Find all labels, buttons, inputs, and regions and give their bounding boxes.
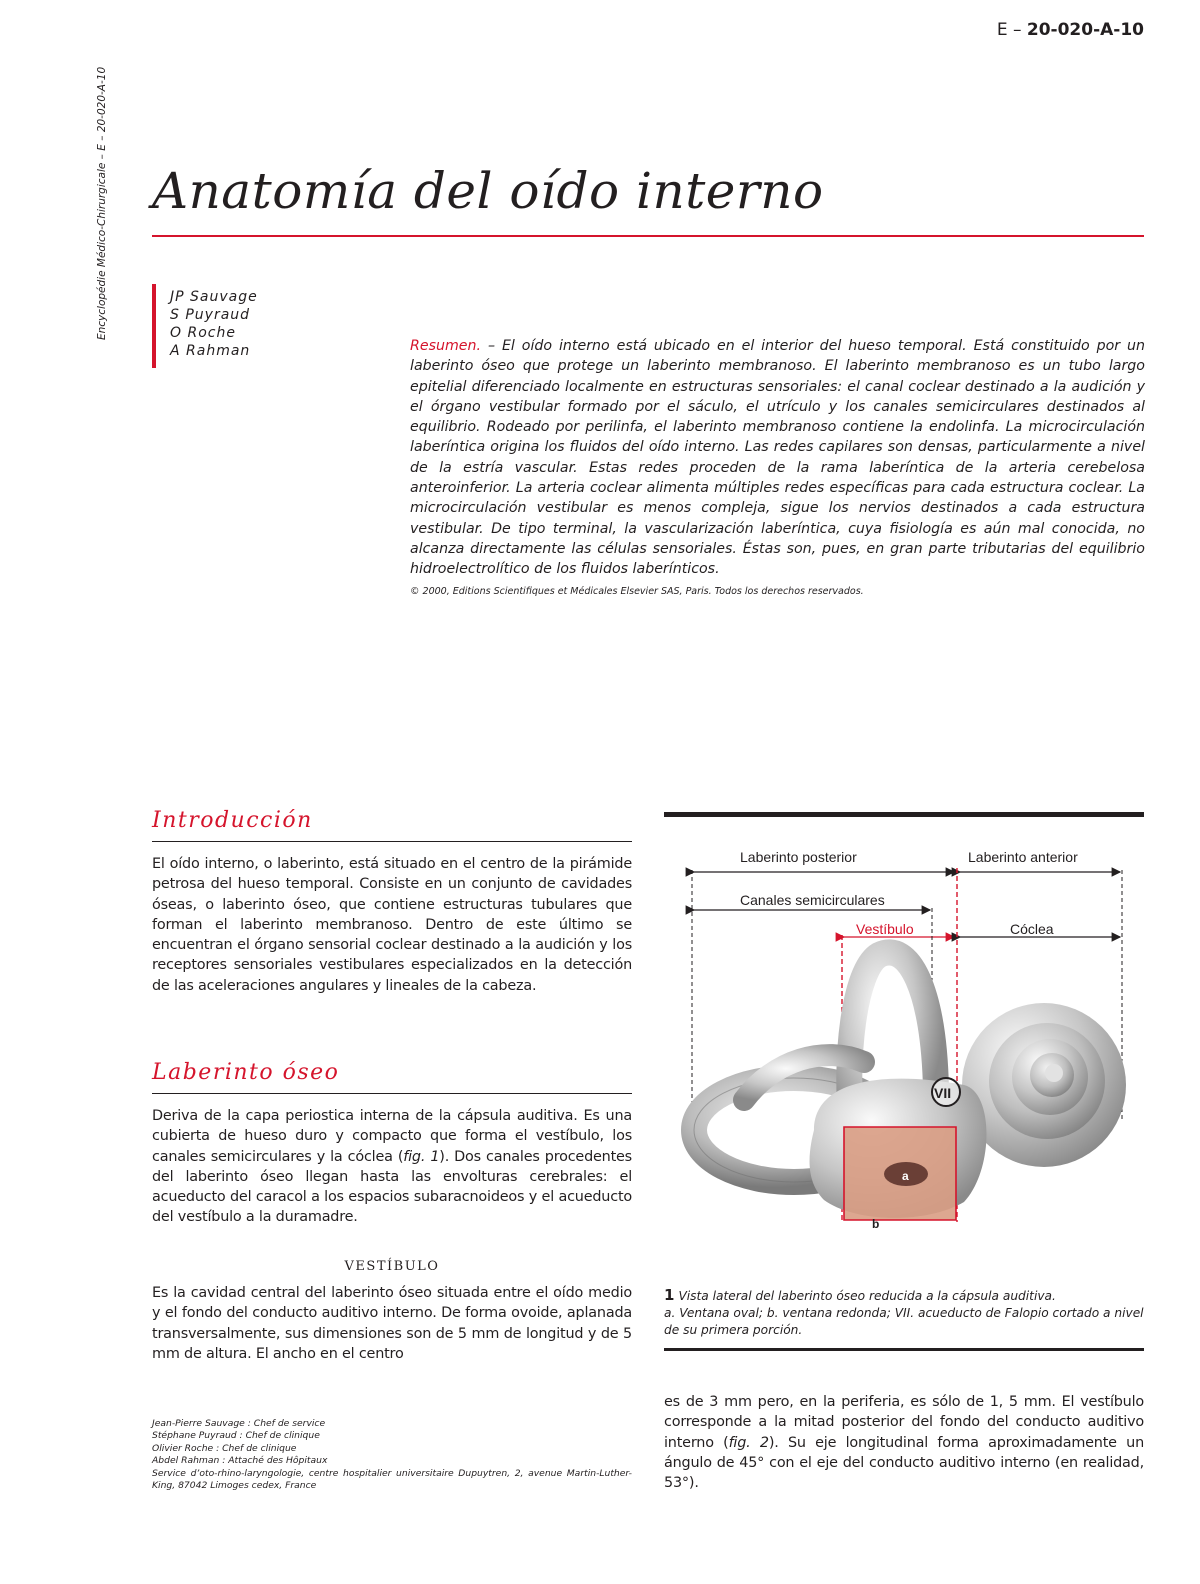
label-vii: VII (934, 1085, 952, 1101)
caption-title: Vista lateral del laberinto óseo reducida a la cápsula auditiva. (678, 1289, 1056, 1303)
label-b: b (872, 1217, 880, 1231)
figure-reference: fig. 1 (403, 1148, 440, 1165)
section-title-laberinto-oseo: Laberinto óseo (152, 1060, 340, 1085)
figure-bottom-rule (664, 1348, 1144, 1351)
cochlea-illustration (962, 1003, 1126, 1167)
abstract-text: – El oído interno está ubicado en el interior del hueso temporal. Está constituido por un laberinto óseo que protege un laberinto membranoso. El laberinto membranoso es un tubo largo epitelial diferenciado localmente en estructuras sensoriales: el canal coclear destinado a la audición y el órgano vestibular formado por el sáculo, el utrículo y los canales semicirculares destinados al equilibrio. Rodeado por perilinfa, el laberinto membranoso contiene la endolinfa. La microcirculación laberíntica origina los fluidos del oído interno. Las redes capilares son densas, particularmente a nivel de la estría vascular. Estas redes proceden de la rama laberíntica de la arteria cerebelosa anteroinferior. La arteria coclear alimenta múltiples redes específicas para cada estructura coclear. La microcirculación vestibular es menos compleja, sigue los nervios destinados a cada estructura vestibular. De tipo terminal, la vascularización laberíntica, cuya fisiología es aún mal conocida, no alcanza directamente las células sensoriales. Éstas son, pues, en gran parte tributarias del equilibrio hidroelectrolítico de los fluidos laberínticos. (410, 338, 1145, 578)
affiliation-line: Stéphane Puyraud : Chef de clinique (152, 1430, 320, 1442)
subsection-title-vestibulo: VESTÍBULO (344, 1259, 440, 1274)
author: S Puyraud (170, 307, 251, 323)
authors-accent-bar (152, 284, 156, 368)
paragraph-text: es de 3 mm pero, en la periferia, es sólo de 1, 5 mm. El vestíbulo corresponde a la mitad posterior del fondo del conducto auditivo interno ( (664, 1394, 1144, 1451)
section-title-introduccion: Introducción (152, 808, 313, 833)
label-coclea: Cóclea (1010, 921, 1054, 937)
author: O Roche (170, 325, 236, 341)
affiliation-line: Olivier Roche : Chef de clinique (152, 1442, 297, 1454)
author: A Rahman (170, 343, 251, 359)
intro-paragraph: El oído interno, o laberinto, está situado en el centro de la pirámide petrosa del hueso temporal. Consiste en un conjunto de cavidades óseas, o laberinto óseo, que contiene estructuras tubulares que forman el laberinto membranoso. Dentro de este último se encuentran el órgano sensorial coclear destinado a la audición y los receptores sensoriales vestibulares especializados en la detección de las aceleraciones angulares y lineales de la cabeza. (152, 856, 632, 994)
paragraph-text: Deriva de la capa periostica interna de la cápsula auditiva. Es una cubierta de hueso duro y compacto que forma el vestíbulo, los canales semicirculares y la cóclea ( (152, 1108, 632, 1165)
label-a: a (902, 1169, 909, 1183)
paragraph-text: ). Su eje longitudinal forma aproximadamente un ángulo de 45° con el eje del conducto auditivo interno (en realidad, 53°). (664, 1434, 1144, 1492)
author: JP Sauvage (170, 289, 258, 305)
affiliation-line: Abdel Rahman : Attaché des Hôpitaux (152, 1455, 328, 1467)
vestibulo-paragraph: Es la cavidad central del laberinto óseo situada entre el oído medio y el fondo del conducto auditivo interno. De forma ovoide, aplanada transversalmente, sus dimensiones son de 5 mm de longitud y de 5 mm de altura. El ancho en el centro (152, 1285, 632, 1362)
paragraph-text: ). Dos canales procedentes del laberinto óseo llegan hasta las envolturas cerebrales: el acueducto del caracol a los espacios subaracnoideos y el acueducto del vestíbulo a la duramadre. (152, 1148, 632, 1226)
label-canales-semicirculares: Canales semicirculares (740, 892, 885, 908)
title-rule (152, 235, 1144, 237)
abstract-label: Resumen. (410, 338, 482, 354)
vestibulo-paragraph-continued (664, 1392, 1144, 1493)
affiliation-line: Jean-Pierre Sauvage : Chef de service (152, 1418, 326, 1429)
abstract (410, 336, 1145, 580)
author-affiliations (152, 1418, 632, 1492)
document-code (997, 20, 1144, 40)
affiliation-line: Service d’oto-rhino-laryngologie, centre hospitalier universitaire Dupuytren, 2, avenue Martin-Luther-King, 87042 Limoges cedex, France (152, 1467, 632, 1492)
label-laberinto-anterior: Laberinto anterior (968, 849, 1078, 865)
caption-text: a. Ventana oval; b. ventana redonda; VII. acueducto de Falopio cortado a nivel de su primera porción. (664, 1306, 1144, 1337)
document-code-number: 20-020-A-10 (1026, 20, 1144, 40)
caption-number: 1 (664, 1286, 675, 1304)
inner-ear-figure (664, 830, 1144, 1240)
document-code-prefix: E – (996, 20, 1027, 40)
copyright-notice: © 2000, Editions Scientifiques et Médicales Elsevier SAS, Paris. Todos los derechos reservados. (410, 586, 864, 597)
section-rule (152, 841, 632, 842)
caption-title-line (664, 1287, 1144, 1305)
label-laberinto-posterior: Laberinto posterior (740, 849, 857, 865)
page-title: Anatomía del oído interno (152, 162, 824, 220)
figure-top-rule (664, 812, 1144, 817)
figure-caption (664, 1287, 1144, 1339)
figure-reference: fig. 2 (728, 1434, 769, 1451)
authors-list (170, 288, 258, 360)
label-vestibulo: Vestíbulo (856, 921, 914, 937)
section-rule (152, 1093, 632, 1094)
laberinto-oseo-paragraph (152, 1106, 632, 1228)
sidebar-vertical-text: Encyclopédie Médico-Chirurgicale – E – 20-020-A-10 (96, 66, 108, 340)
vestibule-illustration (810, 1079, 987, 1220)
